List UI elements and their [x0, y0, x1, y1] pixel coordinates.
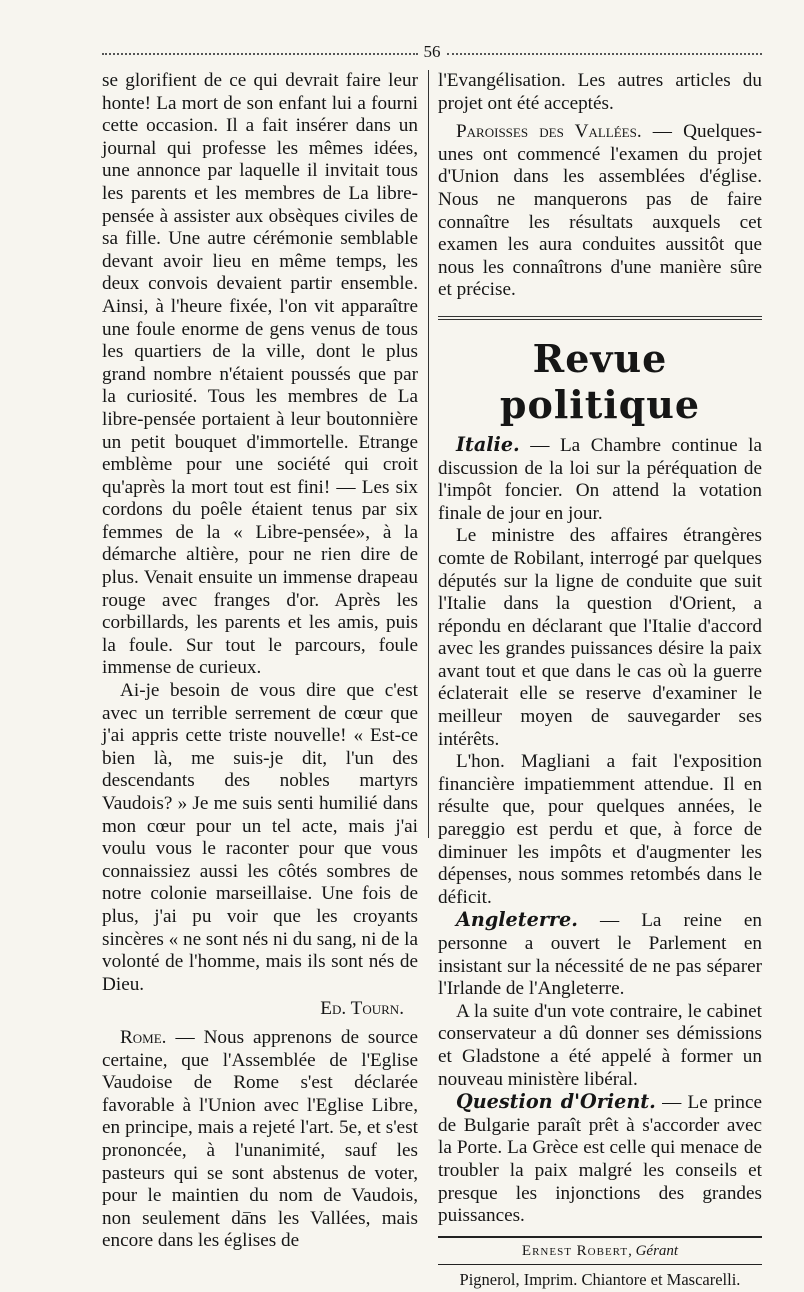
angleterre-heading: Angleterre.: [456, 908, 578, 932]
right-column: [438, 70, 762, 1292]
italie-paragraph-3: L'hon. Magliani a fait l'exposition financière impatiemment attendue. Il en résulte que, pour quelques années, le pareggio est perdu et que, à force de diminuer les impôts et d'augmenter les dépenses, nous sommes retombés dans le déficit.: [438, 751, 762, 908]
column-divider: [428, 70, 429, 838]
paroisses-text: — Quelques-unes ont commencé l'examen du projet d'Union dans les assemblées d'église. Nous ne manquerons pas de faire connaître les résultats auxquels cet examen les aura conduites aussitôt que nous les connaîtrons d'une manière sûre et précise.: [438, 121, 762, 301]
paroisses-heading: Paroisses des Vallées.: [456, 121, 642, 143]
rome-text: — Nous apprenons de source certaine, que l'Assemblée de l'Eglise Vaudoise de Rome s'est déclarée favorable à l'Union avec l'Eglise Libre, en principe, mais a rejeté l'art. 5e, et s'est prononcée, à l'unanimité, sauf les pasteurs qui se sont abstenus de voter, pour le maintien du nom de Vaudois, non seulement dans les Vallées, mais encore dans les églises de: [102, 1026, 418, 1252]
italie-heading: Italie.: [456, 432, 520, 456]
page-header: [102, 40, 762, 64]
manager-title: Gérant: [635, 1242, 679, 1259]
printer-line: Pignerol, Imprim. Chiantore et Mascarelli.: [438, 1264, 762, 1292]
revue-politique-title: Revue politique: [499, 335, 701, 427]
italie-text: — La Chambre continue la discussion de la loi sur la péréquation de l'impôt foncier. On attend la votation finale de jour en jour.: [438, 434, 762, 524]
manager-name: Ernest Robert: [521, 1242, 629, 1259]
rome-news: [102, 1027, 418, 1253]
orient-text: — Le prince de Bulgarie paraît prêt à s'accorder avec la Porte. La Grèce est celle qui menace de troubler la paix malgré les conseils et presque les injonctions des grandes puissances.: [438, 1092, 762, 1227]
page-number: 56: [423, 42, 441, 61]
header-rule-left: [102, 53, 418, 55]
header-rule-right: [447, 53, 763, 55]
letter-paragraph-2: Ai-je besoin de vous dire que c'est avec un terrible serrement de cœur que j'ai appris cette triste nouvelle! « Est-ce bien là, me suis-je dit, l'un des descendants des nobles martyrs Vaudois? » Je me suis senti humilié dans mon cœur pour un tel acte, mais j'ai voulu vous le raconter pour que vous connaissiez aussi les côtés sombres de notre colonie marseillaise. Une fois de plus, j'ai pu voir que les croyants sincères « ne sont nés ni du sang, ni de la volonté de l'homme, mais ils sont nés de Dieu.: [102, 680, 418, 995]
rome-heading: Rome.: [120, 1026, 167, 1048]
italie-news: [438, 434, 762, 525]
orient-heading: Question d'Orient.: [456, 1090, 656, 1114]
angleterre-paragraph-2: A la suite d'un vote contraire, le cabinet conservateur a dû donner ses démissions et Gladstone a été appelé à former un nouveau ministère libéral.: [438, 1000, 762, 1090]
letter-signature: Ed. Tourn.: [320, 998, 404, 1020]
italie-paragraph-2: Le ministre des affaires étrangères comte de Robilant, interrogé par quelques députés sur la ligne de conduite que suit l'Italie dans la question d'Orient, a répondu en déclarant que l'Italie d'accord avec les grandes puissances désire la paix avant tout et que dans le cas où la guerre éclaterait elle se reserve d'examiner le meilleur moyen de sauvegarder ses intérêts.: [438, 525, 762, 750]
paroisses-news: [438, 121, 762, 302]
letter-paragraph-1: se glorifient de ce qui devrait faire leur honte! La mort de son enfant lui a fourni cette occasion. Il a fait insérer dans un journal qui professe les mêmes idées, une annonce par laquelle il invitait tous les parents et les membres de La libre-pensée à assister aux obsèques civiles de sa fille. Une autre cérémonie semblable devant avoir lieu en même temps, les deux convois devaient partir ensemble. Ainsi, à l'heure fixée, l'on vit apparaître une foule enorme de gens venus de tous les quartiers de la ville, dont le plus grand nombre n'étaient poussés que par la curiosité. Tous les membres de La libre-pensée portaient à leur boutonnière un petit bouquet d'immortelle. Etrange emblème pour une société qui croit qu'après la mort tout est fini! — Les six cordons du poêle étaient tenus par six femmes de la « Libre-pensée», à la démarche altière, pour ne rien dire de plus. Venait ensuite un immense drapeau rouge avec franges d'or. Après les corbillards, les parents et les amis, puis la foule. Sur tout le parcours, foule immense de curieux.: [102, 70, 418, 679]
left-column: [102, 70, 418, 1253]
evangelisation-paragraph: l'Evangélisation. Les autres articles du projet ont été acceptés.: [438, 70, 762, 114]
orient-news: [438, 1091, 762, 1228]
section-separator: [438, 316, 762, 320]
angleterre-news: [438, 909, 762, 1000]
angleterre-text: — La reine en personne a ouvert le Parlement en insistant sur la nécessité de ne pas séparer l'Irlande de l'Angleterre.: [438, 910, 762, 1000]
manager-line: Ernest Robert, Gérant: [521, 1242, 679, 1259]
footer-mark: [243, 1212, 251, 1213]
